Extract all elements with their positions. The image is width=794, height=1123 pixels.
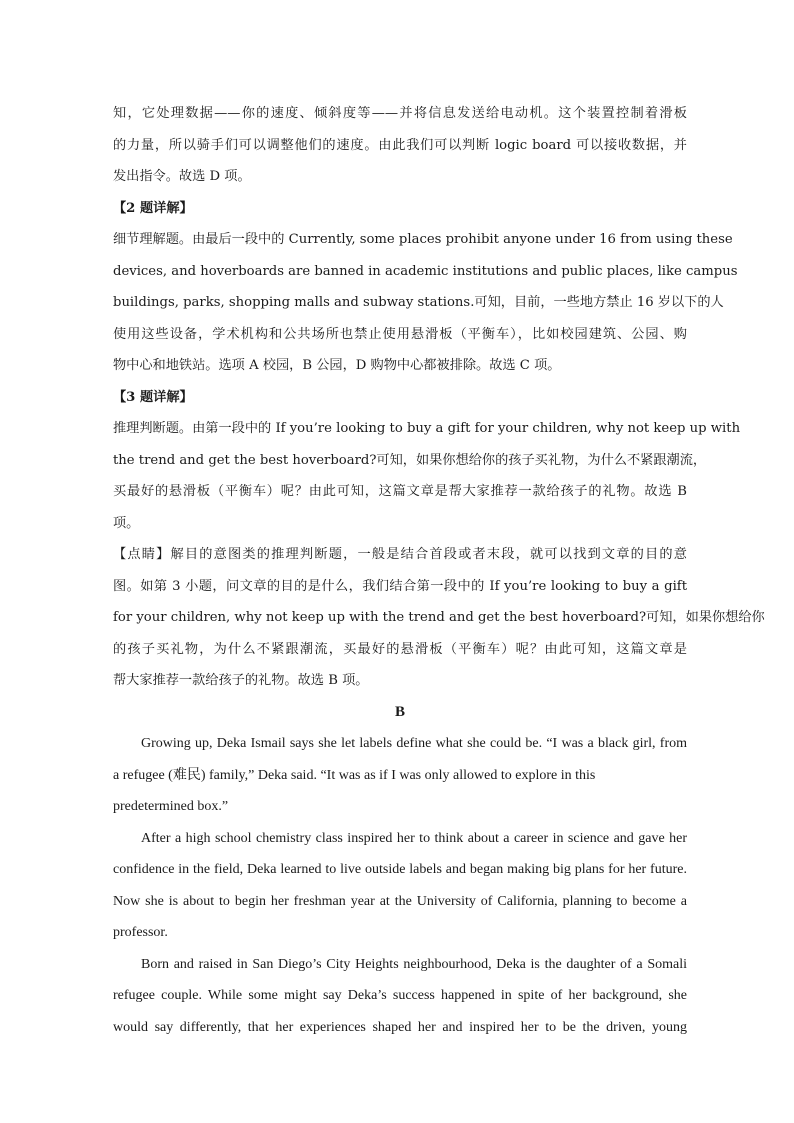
passage-line: refugee couple. While some might say Deka’s success happened in spite of her background, she xyxy=(113,988,687,1003)
text-line: 细节理解题。由最后一段中的 Currently, some places prohibit anyone under 16 from using these xyxy=(113,232,733,247)
text-line: 物中心和地铁站。选项 A 校园，B 公园，D 购物中心都被排除。故选 C 项。 xyxy=(113,358,561,373)
text-line: the trend and get the best hoverboard?可知，如果你想给你的孩子买礼物，为什么不紧跟潮流， xyxy=(113,452,707,468)
passage-line: a refugee (难民) family,” Deka said. “It was as if I was only allowed to explore in this xyxy=(113,767,596,783)
text-line: 帮大家推荐一款给孩子的礼物。故选 B 项。 xyxy=(113,673,369,688)
text-line: 买最好的悬滑板（平衡车）呢？由此可知，这篇文章是帮大家推荐一款给孩子的礼物。故选 B xyxy=(113,484,687,499)
text-line: 项。 xyxy=(113,515,140,531)
text-line: 知，它处理数据——你的速度、倾斜度等——并将信息发送给电动机。这个装置控制着滑板 xyxy=(113,106,687,121)
text-line: 推理判断题。由第一段中的 If you’re looking to buy a gift for your children, why not keep up with xyxy=(113,421,741,436)
tip-line: 【点睛】解目的意图类的推理判断题，一般是结合首段或者末段，就可以找到文章的目的意 xyxy=(113,547,687,562)
passage-line: would say differently, that her experiences shaped her and inspired her to be the driven, young xyxy=(113,1019,687,1035)
passage-line: Now she is about to begin her freshman year at the University of California, planning to become a xyxy=(113,893,687,909)
section-heading: 【2 题详解】 xyxy=(113,200,193,216)
text-line: 发出指令。故选 D 项。 xyxy=(113,169,251,184)
text-line: 图。如第 3 小题，问文章的目的是什么，我们结合第一段中的 If you’re looking to buy a gift xyxy=(113,578,687,594)
passage-line: After a high school chemistry class inspired her to think about a career in science and gave her xyxy=(141,830,687,846)
text-line: 的孩子买礼物，为什么不紧跟潮流，买最好的悬滑板（平衡车）呢？由此可知，这篇文章是 xyxy=(113,641,687,657)
text-line: devices, and hoverboards are banned in academic institutions and public places, like campus xyxy=(113,263,738,279)
passage-line: professor. xyxy=(113,925,168,940)
passage-title: B xyxy=(394,703,405,720)
document-page xyxy=(113,98,765,1043)
passage-line: predetermined box.” xyxy=(113,799,229,814)
text-line: buildings, parks, shopping malls and subway stations.可知，目前，一些地方禁止 16 岁以下的人 xyxy=(113,295,724,310)
passage-line: Born and raised in San Diego’s City Heights neighbourhood, Deka is the daughter of a Somali xyxy=(141,956,687,972)
passage-line: confidence in the field, Deka learned to live outside labels and began making big plans for her future. xyxy=(113,862,687,877)
text-line: 的力量，所以骑手们可以调整他们的速度。由此我们可以判断 logic board 可以接收数据，并 xyxy=(113,137,687,153)
text-line: for your children, why not keep up with the trend and get the best hoverboard?可知，如果你想给你 xyxy=(113,610,765,625)
text-line: 使用这些设备，学术机构和公共场所也禁止使用悬滑板（平衡车），比如校园建筑、公园、购 xyxy=(113,326,687,342)
section-heading: 【3 题详解】 xyxy=(113,389,193,405)
passage-line: Growing up, Deka Ismail says she let labels define what she could be. “I was a black girl, from xyxy=(141,736,687,751)
